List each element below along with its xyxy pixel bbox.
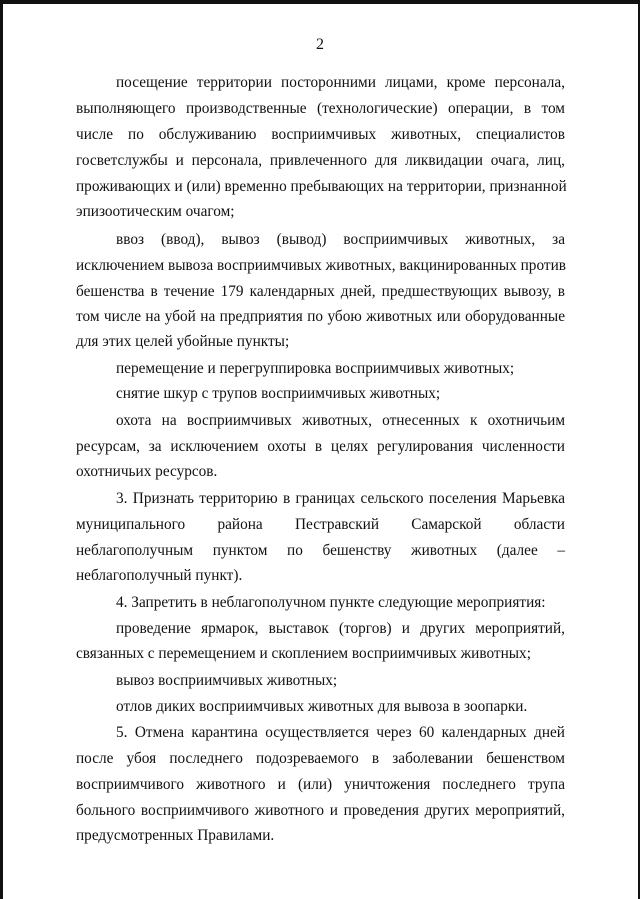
text-line: эпизоотическим очагом; <box>76 203 235 220</box>
text-line: числе по обслуживанию восприимчивых животных, специалистов <box>76 126 565 143</box>
text-line: неблагополучный пункт). <box>76 567 243 584</box>
text-line: 5. Отмена карантина осуществляется через 60 календарных дней <box>116 724 565 741</box>
text-line: восприимчивого животного и (или) уничтожения последнего трупа <box>76 776 565 793</box>
text-line: проведение ярмарок, выставок (торгов) и других мероприятий, <box>116 620 565 637</box>
text-line: охотничьих ресурсов. <box>76 463 218 480</box>
text-line: 3. Признать территорию в границах сельского поселения Марьевка <box>116 490 565 507</box>
text-line: связанных с перемещением и скоплением восприимчивых животных; <box>76 645 531 662</box>
text-line: бешенства в течение 179 календарных дней, предшествующих вывозу, в <box>76 283 565 300</box>
text-line: посещение территории посторонними лицами, кроме персонала, <box>116 74 565 91</box>
text-line: ресурсам, за исключением охоты в целях регулирования численности <box>76 438 565 455</box>
text-line: исключением вывоза восприимчивых животных, вакцинированных против <box>76 257 566 274</box>
text-line: после убоя последнего подозреваемого в заболевании бешенством <box>76 750 565 767</box>
text-line: проживающих и (или) временно пребывающих на территории, признанной <box>76 178 567 195</box>
text-line: ввоз (ввод), вывоз (вывод) восприимчивых животных, за <box>116 231 565 248</box>
text-line: перемещение и перегруппировка восприимчивых животных; <box>116 360 515 377</box>
page-number: 2 <box>316 36 324 53</box>
text-line: госветслужбы и персонала, привлеченного для ликвидации очага, лиц, <box>76 152 565 169</box>
text-line: отлов диких восприимчивых животных для вывоза в зоопарки. <box>116 698 528 715</box>
text-line: муниципального района Пестравский Самарской области <box>76 516 565 533</box>
scan-border-top <box>0 0 640 4</box>
text-line: том числе на убой на предприятия по убою животных или оборудованные <box>76 308 565 325</box>
scan-border-left <box>0 0 3 899</box>
text-line: 4. Запретить в неблагополучном пункте следующие мероприятия: <box>116 594 546 611</box>
text-line: выполняющего производственные (технологические) операции, в том <box>76 100 565 117</box>
text-line: предусмотренных Правилами. <box>76 827 275 844</box>
text-line: охота на восприимчивых животных, отнесенных к охотничьим <box>116 412 565 429</box>
text-line: неблагополучным пунктом по бешенству животных (далее – <box>76 542 565 559</box>
text-line: снятие шкур с трупов восприимчивых животных; <box>116 385 441 402</box>
text-line: для этих целей убойные пункты; <box>76 333 290 350</box>
text-line: вывоз восприимчивых животных; <box>116 672 338 689</box>
text-line: больного восприимчивого животного и проведения других мероприятий, <box>76 802 565 819</box>
